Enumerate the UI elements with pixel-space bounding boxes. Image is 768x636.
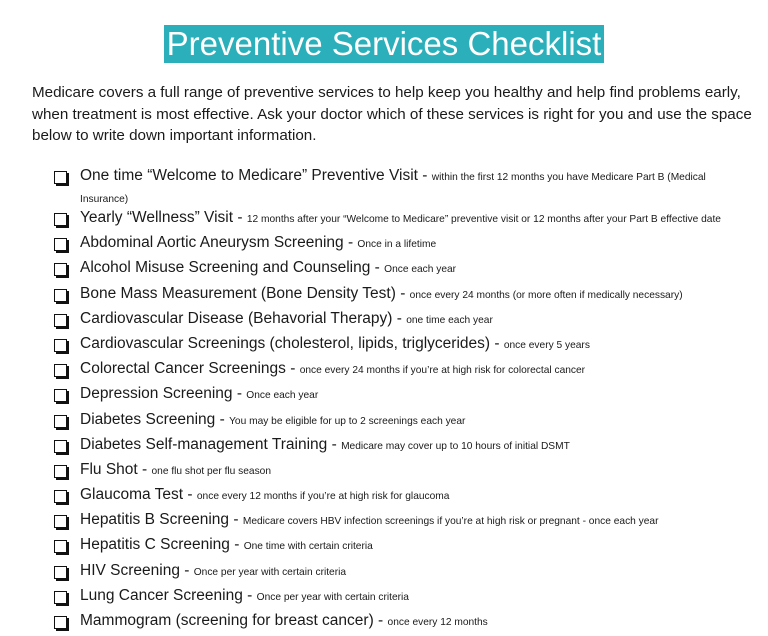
checklist-item-text xyxy=(80,284,683,306)
checklist-item-text xyxy=(80,258,456,280)
service-name: Alcohol Misuse Screening and Counseling xyxy=(80,259,371,277)
checkbox-icon[interactable] xyxy=(54,364,67,377)
separator: - xyxy=(490,334,504,352)
checklist-item-text xyxy=(80,384,318,406)
checkbox-icon[interactable] xyxy=(54,515,67,528)
checklist-item-text xyxy=(80,166,752,210)
title-container xyxy=(0,25,768,63)
service-frequency-note: Once each year xyxy=(246,390,319,402)
service-frequency-note: Once per year with certain criteria xyxy=(256,591,409,603)
separator: - xyxy=(242,586,257,604)
separator: - xyxy=(229,511,243,529)
checkbox-icon[interactable] xyxy=(54,540,67,553)
checklist-item xyxy=(52,460,752,485)
checklist-item xyxy=(52,334,752,359)
checklist-item-text xyxy=(80,586,409,608)
service-frequency-note: 12 months after your “Welcome to Medicare” preventive visit or 12 months after your Part B effective date xyxy=(246,214,721,225)
intro-paragraph: Medicare covers a full range of preventive services to help keep you healthy and help find problems early, when treatment is most effective. Ask your doctor which of these services is right for you and use the space below to write down important information. xyxy=(32,84,752,144)
checklist-item-text xyxy=(80,485,449,507)
checkbox-icon[interactable] xyxy=(54,213,67,226)
checklist-item xyxy=(52,208,752,233)
service-name: Mammogram (screening for breast cancer) xyxy=(80,612,374,629)
checklist-item-text xyxy=(80,309,493,331)
separator: - xyxy=(183,486,197,504)
service-name: Diabetes Self-management Training xyxy=(80,435,328,453)
separator: - xyxy=(392,309,407,327)
service-frequency-note: Once per year with certain criteria xyxy=(193,566,347,578)
checklist-item xyxy=(52,586,752,611)
checklist-item xyxy=(52,359,752,384)
checklist-item xyxy=(52,561,752,586)
checkbox-icon[interactable] xyxy=(54,238,67,251)
checklist-item-text xyxy=(80,208,721,230)
service-frequency-note: Once each year xyxy=(384,264,457,276)
separator: - xyxy=(327,435,342,453)
checklist-item xyxy=(52,166,752,208)
separator: - xyxy=(417,167,432,184)
separator: - xyxy=(395,284,410,302)
checklist-item xyxy=(52,485,752,510)
checklist-item xyxy=(52,309,752,334)
preventive-services-checklist xyxy=(52,166,752,636)
service-name: Hepatitis B Screening xyxy=(80,511,230,529)
separator: - xyxy=(343,234,358,252)
checklist-item-text xyxy=(80,435,570,457)
checkbox-icon[interactable] xyxy=(54,171,67,184)
checklist-item-text xyxy=(80,359,585,381)
service-frequency-note: Medicare may cover up to 10 hours of initial DSMT xyxy=(341,440,570,452)
service-frequency-note: Medicare covers HBV infection screenings if you’re at high risk or pregnant - once each year xyxy=(242,516,659,528)
service-frequency-note: one flu shot per flu season xyxy=(151,465,272,477)
checkbox-icon[interactable] xyxy=(54,591,67,604)
checklist-item xyxy=(52,611,752,636)
service-name: Abdominal Aortic Aneurysm Screening xyxy=(80,234,344,252)
service-name: Lung Cancer Screening xyxy=(80,586,243,604)
checklist-item xyxy=(52,233,752,258)
service-frequency-note: You may be eligible for up to 2 screenings each year xyxy=(229,415,466,427)
service-frequency-note: One time with certain criteria xyxy=(243,541,373,553)
checkbox-icon[interactable] xyxy=(54,465,67,478)
checkbox-icon[interactable] xyxy=(54,389,67,402)
service-frequency-note: once every 12 months if you’re at high risk for glaucoma xyxy=(196,491,450,503)
checklist-item xyxy=(52,410,752,435)
checkbox-icon[interactable] xyxy=(54,289,67,302)
separator: - xyxy=(229,536,244,554)
service-frequency-note: within the first 12 months you have Medicare Part B (Medical Insurance) xyxy=(80,172,706,205)
service-name: Diabetes Screening xyxy=(80,410,216,428)
service-name: Yearly “Wellness” Visit xyxy=(80,209,234,226)
service-name: Flu Shot xyxy=(80,460,138,478)
checklist-item-text xyxy=(80,460,271,482)
checklist-item-text xyxy=(80,510,658,532)
checklist-item-text xyxy=(80,410,465,432)
separator: - xyxy=(232,385,247,403)
service-frequency-note: Once in a lifetime xyxy=(357,239,437,251)
service-frequency-note: once every 12 months xyxy=(387,617,488,628)
service-frequency-note: one time each year xyxy=(406,314,493,326)
service-name: Cardiovascular Screenings (cholesterol, lipids, triglycerides) xyxy=(80,334,491,352)
service-name: Bone Mass Measurement (Bone Density Test) xyxy=(80,284,396,302)
checkbox-icon[interactable] xyxy=(54,616,67,629)
page-title: Preventive Services Checklist xyxy=(164,25,605,63)
separator: - xyxy=(373,612,388,629)
checkbox-icon[interactable] xyxy=(54,314,67,327)
checklist-item-text xyxy=(80,233,436,255)
checkbox-icon[interactable] xyxy=(54,415,67,428)
checklist-item xyxy=(52,510,752,535)
service-name: Colorectal Cancer Screenings xyxy=(80,360,286,378)
service-name: Hepatitis C Screening xyxy=(80,536,230,554)
checklist-item xyxy=(52,435,752,460)
checkbox-icon[interactable] xyxy=(54,339,67,352)
separator: - xyxy=(370,259,385,277)
checkbox-icon[interactable] xyxy=(54,566,67,579)
checklist-item-text xyxy=(80,535,373,557)
checklist-item xyxy=(52,535,752,560)
service-name: Cardiovascular Disease (Behavorial Therapy) xyxy=(80,309,393,327)
checklist-item-text xyxy=(80,611,488,633)
service-frequency-note: once every 24 months if you’re at high risk for colorectal cancer xyxy=(299,365,586,377)
checklist-item xyxy=(52,384,752,409)
checkbox-icon[interactable] xyxy=(54,490,67,503)
checklist-item xyxy=(52,284,752,309)
separator: - xyxy=(179,561,194,579)
checkbox-icon[interactable] xyxy=(54,263,67,276)
service-name: One time “Welcome to Medicare” Preventive Visit xyxy=(80,167,418,184)
separator: - xyxy=(137,460,152,478)
service-name: Glaucoma Test xyxy=(80,486,184,504)
service-name: HIV Screening xyxy=(80,561,180,579)
checkbox-icon[interactable] xyxy=(54,440,67,453)
checklist-item xyxy=(52,258,752,283)
checklist-item-text xyxy=(80,334,590,356)
separator: - xyxy=(285,360,300,378)
separator: - xyxy=(215,410,230,428)
service-name: Depression Screening xyxy=(80,385,233,403)
service-frequency-note: once every 24 months (or more often if medically necessary) xyxy=(409,289,683,301)
checklist-item-text xyxy=(80,561,346,583)
service-frequency-note: once every 5 years xyxy=(503,339,590,351)
separator: - xyxy=(233,209,247,226)
